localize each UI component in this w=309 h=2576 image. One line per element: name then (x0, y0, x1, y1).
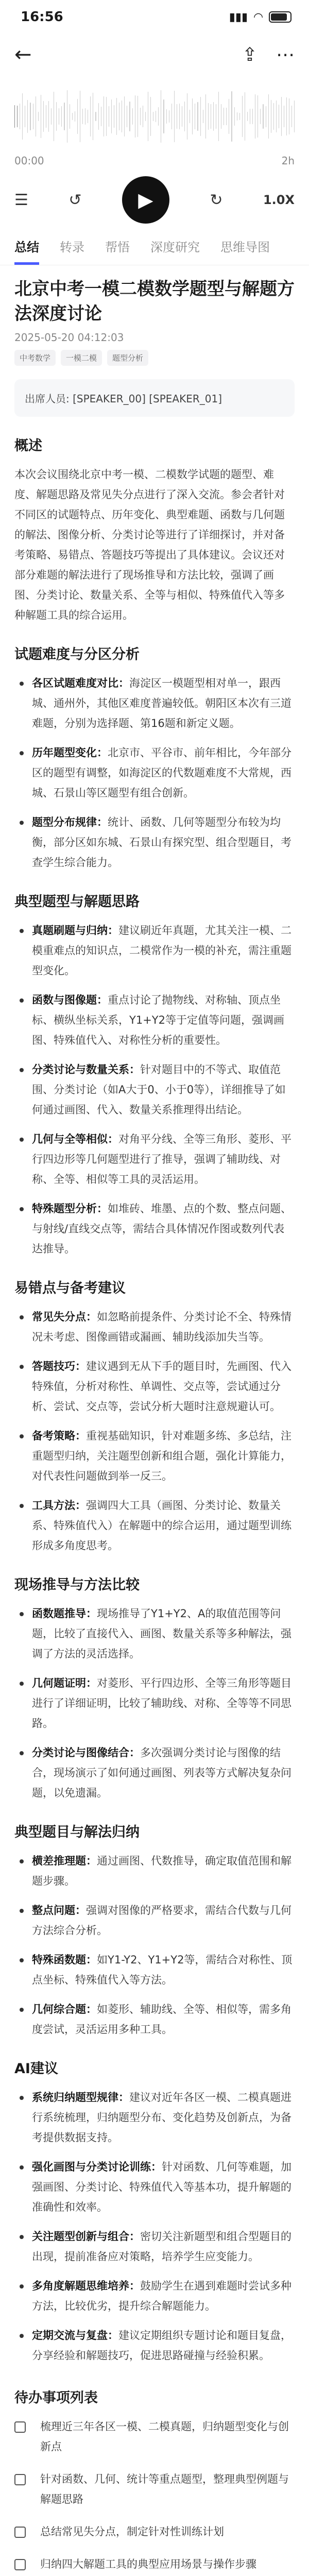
todo-item (14, 2522, 295, 2542)
todo-text: 针对函数、几何、统计等重点题型，整理典型例题与解题思路 (40, 2473, 289, 2505)
waveform-bar (132, 108, 133, 125)
tab-3[interactable]: 深度研究 (150, 240, 200, 255)
page-title: 北京中考一模二模数学题型与解题方法深度讨论 (14, 279, 295, 324)
waveform-bar (150, 97, 151, 137)
waveform-bar (218, 92, 219, 141)
todo-item (14, 2469, 295, 2510)
waveform-bar (281, 97, 282, 136)
waveform-bar (14, 105, 15, 128)
nav-actions (242, 44, 295, 65)
overview-heading: 概述 (14, 438, 42, 454)
tag-chip[interactable]: 中考数学 (14, 350, 56, 366)
waveform-bar (17, 106, 18, 128)
point-text: 通过画图、代数推导，确定取值范围和解题步骤。 (32, 1855, 291, 1887)
waveform-bar (197, 102, 198, 131)
signal-icon: ▮▮▮ (229, 10, 248, 24)
tag-chip[interactable]: 一模二模 (61, 350, 102, 366)
point-label: 答题技巧： (32, 1360, 86, 1372)
point-text: 对菱形、平行四边形、全等三角形等题目进行了详细证明，比较了辅助线、对称、全等等不同思路。 (32, 1677, 291, 1730)
point-text: 重点讨论了抛物线、对称轴、顶点坐标、横纵坐标关系，Y1+Y2等于定值等问题，强调画图、特殊值代入、对称性分析的重要性。 (32, 994, 284, 1046)
point-text: 鼓励学生在遇到难题时尝试多种方法，比较优劣，提升综合解题能力。 (32, 2280, 291, 2312)
todo-checkbox[interactable] (14, 2474, 26, 2485)
waveform-bar (166, 109, 167, 124)
point-label: 函数题推导： (32, 1607, 97, 1620)
list-icon[interactable]: ☰ (14, 191, 28, 209)
list-item (14, 2157, 295, 2217)
waveform-bar (111, 99, 112, 134)
point-label: 强化画图与分类讨论训练： (32, 2161, 162, 2173)
point-label: 各区试题难度对比： (32, 677, 129, 689)
list-item (14, 1426, 295, 1486)
point-text: 如忽略前提条件、分类讨论不全、特殊情况未考虑、图像画错或漏画、辅助线添加失当等。 (32, 1311, 291, 1343)
waveform-bar (247, 112, 248, 122)
point-text: 强调四大工具（画图、分类讨论、数量关系、特殊值代入）在解题中的综合运用，通过题型训练形成多角度思考。 (32, 1499, 291, 1552)
point-label: 几何题证明： (32, 1677, 97, 1689)
list-item (14, 2326, 295, 2366)
section-heading: 易错点与备考建议 (14, 1280, 126, 1296)
battery-icon (269, 11, 291, 23)
point-text: 建议刷近年真题，尤其关注一模、二模重难点的知识点，二模常作为一模的补充，需注重题型变化。 (32, 924, 291, 977)
tab-0[interactable]: 总结 (14, 237, 39, 265)
waveform-bar (242, 96, 243, 138)
point-label: 整点问题： (32, 1904, 86, 1917)
section-points (14, 673, 295, 873)
waveform-bar (192, 98, 193, 134)
waveform-bar (273, 103, 274, 130)
point-label: 特殊题型分析： (32, 1202, 108, 1215)
player-controls (14, 167, 295, 231)
point-label: 函数与图像题： (32, 994, 108, 1006)
waveform-bar (158, 107, 159, 126)
point-text: 针对函数、几何等难题，加强画图、分类讨论、特殊值代入等基本功，提升解题的准确性和效率。 (32, 2161, 291, 2213)
waveform-bar (286, 97, 287, 135)
status-time: 16:56 (21, 9, 63, 25)
speed-button[interactable]: 1.0X (263, 193, 295, 207)
waveform-bar (179, 104, 180, 129)
section-points (14, 1604, 295, 1803)
waveform-bar (129, 101, 130, 132)
waveform-bar (213, 102, 214, 131)
tab-4[interactable]: 思维导图 (220, 240, 270, 255)
forward-icon[interactable]: ↻ (210, 191, 223, 209)
current-time: 00:00 (14, 155, 44, 167)
todo-text: 梳理近三年各区一模、二模真题，归纳题型变化与创新点 (40, 2420, 289, 2453)
list-item (14, 1851, 295, 1891)
tab-2[interactable]: 帮悟 (105, 240, 130, 255)
waveform-bar (124, 96, 125, 136)
todo-text: 归纳四大解题工具的典型应用场景与操作步骤 (40, 2558, 256, 2570)
waveform-bar (116, 98, 117, 135)
point-text: 针对题目中的不等式、取值范围、分类讨论（如A大于0、小于0等），详细推导了如何通过画图、代入、数量关系推理得出结论。 (32, 1063, 286, 1116)
waveform-bar (98, 103, 99, 129)
point-label: 分类讨论与数量关系： (32, 1063, 140, 1076)
point-label: 常见失分点： (32, 1311, 97, 1323)
play-icon: ▶ (138, 189, 153, 211)
todo-checkbox[interactable] (14, 2527, 26, 2538)
waveform-bar (291, 106, 292, 127)
todo-checkbox[interactable] (14, 2559, 26, 2570)
waveform-bar (276, 100, 277, 132)
point-label: 工具方法： (32, 1499, 86, 1512)
back-arrow-icon[interactable]: ← (14, 43, 32, 66)
point-text: 建议定期组织专题讨论和题目复盘，分享经验和解题技巧，促进思路碰撞与经验积累。 (32, 2329, 291, 2362)
record-date: 2025-05-20 04:12:03 (14, 331, 124, 344)
waveform-bar (260, 109, 261, 124)
tag-chip[interactable]: 题型分析 (107, 350, 148, 366)
todo-list (14, 2417, 295, 2576)
waveform-bar (239, 113, 240, 121)
point-text: 强调对图像的严格要求，需结合代数与几何方法综合分析。 (32, 1904, 291, 1937)
waveform-bar (145, 112, 146, 121)
waveform-bar (234, 107, 235, 126)
todo-text: 总结常见失分点，制定针对性训练计划 (40, 2526, 224, 2538)
waveform-bar (48, 101, 49, 132)
waveform-bar (294, 100, 295, 132)
list-item (14, 1901, 295, 1941)
point-text: 海淀区一模题型相对单一，跟西城、通州外，其他区难度普遍较低。朝阳区本次有三道难题，分别为选择题、第16题和新定义题。 (32, 677, 291, 730)
point-text: 北京市、平谷市、前年相比，今年部分区的题型有调整，如海淀区的代数题难度不大常规，西城、石景山等区题型有组合创新。 (32, 747, 291, 799)
waveform-bar (205, 94, 206, 138)
point-label: 多角度解题思维培养： (32, 2280, 140, 2292)
section-heading: 典型题目与解法归纳 (14, 1824, 140, 1840)
todo-item (14, 2554, 295, 2574)
list-item (14, 1999, 295, 2040)
point-text: 建议遇到无从下手的题目时，先画图、代入特殊值，分析对称性、单调性、交点等，尝试通过分析、尝试、交点等，尝试分析大题时注意规避认可。 (32, 1360, 291, 1413)
share-icon[interactable]: ⇪ (242, 44, 258, 65)
more-icon[interactable]: ⋯ (276, 44, 295, 65)
point-label: 特殊函数题： (32, 1954, 97, 1966)
point-text: 重视基础知识，针对难题多练、多总结，注重题型归纳，关注题型创新和组合题，强化计算能力，对代表性问题做到举一反三。 (32, 1430, 291, 1482)
waveform-bar (22, 93, 23, 140)
waveform-bar (38, 112, 39, 121)
list-item (14, 1673, 295, 1734)
waveform-bar (140, 108, 141, 125)
list-item (14, 1496, 295, 1556)
list-item (14, 1743, 295, 1803)
list-item (14, 1199, 295, 1259)
todo-heading: 待办事项列表 (14, 2390, 98, 2406)
waveform-bar (77, 99, 78, 134)
waveform-bar (95, 112, 96, 121)
summary-content (0, 265, 309, 2576)
waveform-bar (226, 108, 227, 126)
rewind-icon[interactable]: ↺ (68, 191, 82, 209)
list-item (14, 1950, 295, 1990)
time-row (14, 152, 295, 167)
total-time: 2h (281, 155, 295, 167)
section-points (14, 2088, 295, 2366)
point-label: 备考策略： (32, 1430, 86, 1442)
point-text: 如Y1-Y2、Y1+Y2等，需结合对称性、顶点坐标、特殊值代入等方法。 (32, 1954, 293, 1986)
waveform-bar (252, 109, 253, 124)
point-label: 几何综合题： (32, 2003, 97, 2015)
point-text: 多次强调分类讨论与图像的结合，现场演示了如何通过画图、列表等方式解决复杂问题，以免遗漏。 (32, 1747, 291, 1799)
waveform-bar (61, 106, 62, 127)
waveform-bar (106, 97, 107, 135)
waveform-bar (56, 102, 57, 131)
waveform-bar (171, 104, 172, 129)
waveform-bar (231, 91, 232, 142)
section-heading: 现场推导与方法比较 (14, 1577, 140, 1593)
point-label: 关注题型创新与组合： (32, 2230, 140, 2243)
list-item (14, 1357, 295, 1417)
list-item (14, 812, 295, 873)
audio-player (0, 75, 309, 231)
point-label: 题型分布规律： (32, 816, 108, 828)
sections (14, 643, 295, 2366)
point-text: 如菱形、辅助线、全等、相似等，需多角度尝试，灵活运用多种工具。 (32, 2003, 291, 2036)
waveform-bar (268, 94, 269, 138)
nav-bar (0, 34, 309, 75)
list-item (14, 2088, 295, 2148)
list-item (14, 743, 295, 803)
list-item (14, 1129, 295, 1190)
point-label: 系统归纳题型规律： (32, 2091, 129, 2104)
waveform-bar (90, 96, 91, 136)
point-text: 现场推导了Y1+Y2、A的取值范围等问题，比较了直接代入、画图、数量关系等多种解法，强调了方法的灵活选择。 (32, 1607, 291, 1660)
section-points (14, 921, 295, 1259)
todo-checkbox[interactable] (14, 2421, 26, 2433)
tab-bar (0, 231, 309, 265)
section-heading: AI建议 (14, 2061, 58, 2077)
list-item (14, 990, 295, 1050)
point-label: 历年题型变化： (32, 747, 108, 759)
todo-item (14, 2417, 295, 2457)
section-heading: 典型题型与解题思路 (14, 894, 140, 910)
point-text: 建议对近年各区一模、二模真题进行系统梳理，归纳题型分布、变化趋势及创新点，为备考提供数据支持。 (32, 2091, 291, 2144)
point-text: 如堆砖、堆墨、点的个数、整点问题、与射线/直线交点等，需结合具体情况作图或数列代表达推导。 (32, 1202, 291, 1255)
wifi-icon: ◠ (254, 10, 263, 24)
list-item (14, 1307, 295, 1347)
point-text: 密切关注新题型和组合型题目的出现，提前准备应对策略，培养学生应变能力。 (32, 2230, 291, 2263)
point-label: 定期交流与复盘： (32, 2329, 118, 2342)
speakers-box: 出席人员: [SPEAKER_00] [SPEAKER_01] (14, 379, 295, 417)
point-text: 统计、函数、几何等题型分布较为均衡，部分区如东城、石景山有探究型、组合型题目，考查学生综合能力。 (32, 816, 291, 869)
waveform-bar (72, 113, 73, 121)
waveform-bar (200, 97, 201, 136)
tag-list (14, 350, 295, 366)
section-points (14, 1307, 295, 1556)
waveform-bar (163, 99, 164, 133)
waveform-bar (51, 108, 52, 125)
waveform-bar (43, 101, 44, 131)
point-label: 分类讨论与图像结合： (32, 1747, 140, 1759)
list-item (14, 2227, 295, 2267)
list-item (14, 921, 295, 981)
section-heading: 试题难度与分区分析 (14, 647, 140, 663)
list-item (14, 673, 295, 734)
play-button[interactable] (122, 176, 169, 224)
status-icons (229, 11, 291, 24)
list-item (14, 1060, 295, 1120)
list-item (14, 1604, 295, 1664)
section-points (14, 1851, 295, 2040)
waveform-bar (27, 100, 28, 133)
tab-1[interactable]: 转录 (60, 240, 84, 255)
point-text: 对角平分线、全等三角形、菱形、平行四边形等几何题型进行了推导，强调了辅助线、对称、全等、相似等工具的灵活运用。 (32, 1133, 291, 1185)
list-item (14, 2276, 295, 2316)
point-label: 横差推理题： (32, 1855, 97, 1867)
waveform-bar (174, 91, 175, 142)
waveform-bar (82, 109, 83, 125)
point-label: 真题刷题与归纳： (32, 924, 118, 937)
waveform[interactable] (14, 80, 295, 152)
status-bar (0, 0, 309, 34)
waveform-bar (208, 103, 209, 130)
point-label: 几何与全等相似： (32, 1133, 118, 1145)
overview-text: 本次会议围绕北京中考一模、二模数学试题的题型、难度、解题思路及常见失分点进行了深入交流。参会者针对不同区的试题特点、历年变化、典型难题、函数与几何题的解法、图像分析、分类讨论等进行了详细探讨，并对备考策略、易错点、答题技巧等提出了具体建议。会议还对部分难题的解法进行了现场推导和方法比较，强调了画图、分类讨论、数量关系、全等与相似、特殊值代入等多种解题工具的综合运用。 (14, 468, 285, 621)
waveform-bar (184, 101, 185, 131)
